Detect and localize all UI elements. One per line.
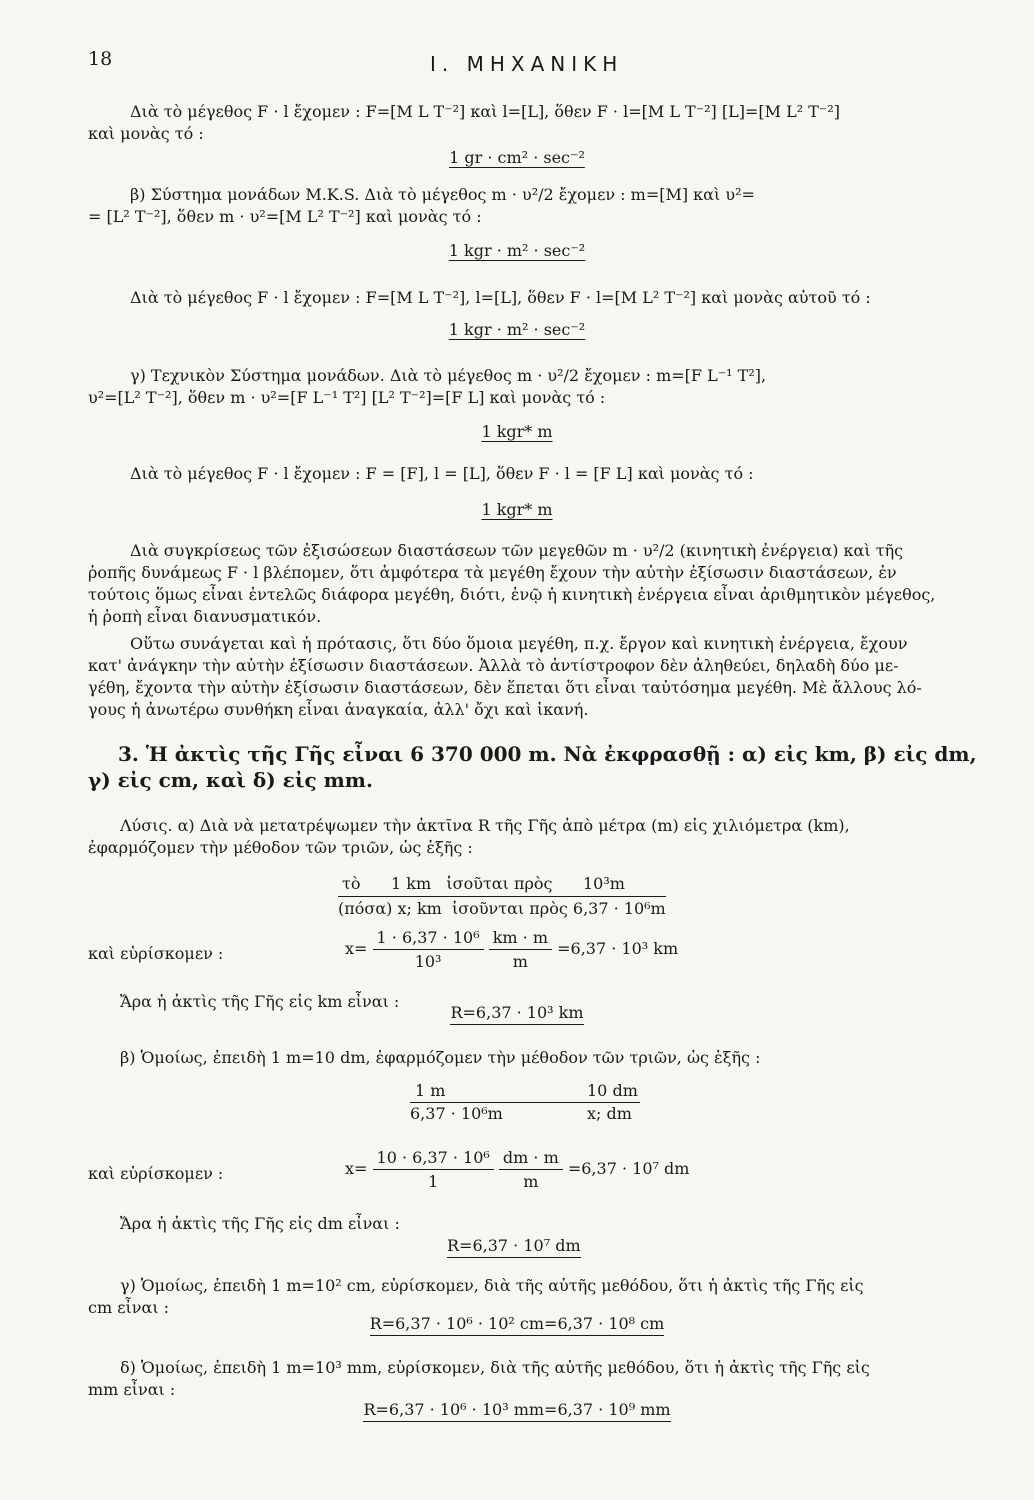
- text-line: τούτοις ὅμως εἶναι ἐντελῶς διάφορα μεγέθη, διότι, ἐνῷ ἡ κινητικὴ ἐνέργεια εἶναι ἀριθμητικὸν μέγεθος,: [88, 585, 936, 604]
- denominator: m: [523, 1172, 539, 1191]
- running-head: I. ΜΗΧΑΝΙΚΗ: [430, 52, 624, 76]
- equation-result: =6,37 · 10³ km: [557, 939, 679, 958]
- text-line: Διὰ τὸ μέγεθος F · l ἔχομεν : F=[M L T⁻²], l=[L], ὅθεν F · l=[M L² T⁻²] καὶ μονὰς αὐτοῦ τό :: [130, 288, 871, 307]
- proportion-row: (πόσα) x; km ἰσοῦνται πρὸς 6,37 · 10⁶m: [338, 896, 666, 918]
- equation: [345, 928, 678, 971]
- text-line: ῥοπῆς δυνάμεως F · l βλέπομεν, ὅτι ἀμφότερα τὰ μεγέθη ἔχουν τὴν αὐτὴν ἐξίσωσιν διαστάσεων, ἐν: [88, 563, 897, 582]
- unit-expression: 1 kgr · m² · sec⁻²: [448, 241, 586, 260]
- result: [447, 1236, 581, 1255]
- unit-fraction: [499, 1148, 563, 1191]
- solution-line: cm εἶναι :: [88, 1298, 170, 1317]
- result: [0, 1003, 1034, 1022]
- text-line: Διὰ συγκρίσεως τῶν ἐξισώσεων διαστάσεων τῶν μεγεθῶν m · υ²/2 (κινητικὴ ἐνέργεια) καὶ τῆς: [130, 541, 904, 560]
- problem-heading: 3. Ἡ ἀκτὶς τῆς Γῆς εἶναι 6 370 000 m. Νὰ ἐκφρασθῇ : α) εἰς km, β) εἰς dm,: [118, 742, 977, 766]
- numerator: 1 · 6,37 · 10⁶: [373, 928, 484, 950]
- result: [0, 1400, 1034, 1419]
- denominator: 1: [428, 1172, 439, 1191]
- text-line: γ) Τεχνικὸν Σύστημα μονάδων. Διὰ τὸ μέγεθος m · υ²/2 ἔχομεν : m=[F L⁻¹ T²],: [130, 366, 767, 385]
- equation-result: =6,37 · 10⁷ dm: [567, 1159, 690, 1178]
- result: [0, 1314, 1034, 1333]
- unit-expression: 1 gr · cm² · sec⁻²: [449, 148, 585, 167]
- proportion-cell: 1 m: [415, 1081, 446, 1100]
- solution-line: δ) Ὁμοίως, ἐπειδὴ 1 m=10³ mm, εὑρίσκομεν, διὰ τῆς αὐτῆς μεθόδου, ὅτι ἡ ἀκτὶς τῆς Γῆς εἰς: [120, 1358, 870, 1377]
- solution-line: καὶ εὑρίσκομεν :: [88, 944, 224, 963]
- result-value: R=6,37 · 10⁷ dm: [447, 1236, 581, 1258]
- solution-line: γ) Ὁμοίως, ἐπειδὴ 1 m=10² cm, εὑρίσκομεν, διὰ τῆς αὐτῆς μεθόδου, ὅτι ἡ ἀκτὶς τῆς Γῆς εἰς: [120, 1276, 864, 1295]
- text-line: β) Σύστημα μονάδων M.K.S. Διὰ τὸ μέγεθος m · υ²/2 ἔχομεν : m=[M] καὶ υ²=: [130, 185, 755, 204]
- equation: [345, 1148, 689, 1191]
- result-value: R=6,37 · 10³ km: [450, 1003, 583, 1025]
- text-line: υ²=[L² T⁻²], ὅθεν m · υ²=[F L⁻¹ T²] [L² T⁻²]=[F L] καὶ μονὰς τό :: [88, 388, 606, 407]
- problem-heading: γ) εἰς cm, καὶ δ) εἰς mm.: [88, 768, 373, 792]
- result-value: R=6,37 · 10⁶ · 10² cm=6,37 · 10⁸ cm: [370, 1314, 665, 1336]
- numerator: dm · m: [499, 1148, 563, 1170]
- unit-expression: 1 kgr* m: [481, 422, 553, 441]
- text-line: κατ' ἀνάγκην τὴν αὐτὴν ἐξίσωσιν διαστάσεων. Ἀλλὰ τὸ ἀντίστροφον δὲν ἀληθεύει, δηλαδὴ δύο με-: [88, 656, 899, 675]
- solution-line: Ἄρα ἡ ἀκτὶς τῆς Γῆς εἰς dm εἶναι :: [120, 1214, 400, 1233]
- text-line: γέθη, ἔχοντα τὴν αὐτὴν ἐξίσωσιν διαστάσεων, δὲν ἕπεται ὅτι εἶναι ταὐτόσημα μεγέθη. Μὲ ἄλλους λό-: [88, 678, 922, 697]
- text-line: Διὰ τὸ μέγεθος F · l ἔχομεν : F = [F], l = [L], ὅθεν F · l = [F L] καὶ μονὰς τό :: [130, 464, 754, 483]
- text-line: Οὕτω συνάγεται καὶ ἡ πρότασις, ὅτι δύο ὅμοια μεγέθη, π.χ. ἔργον καὶ κινητικὴ ἐνέργεια, ἔχουν: [130, 634, 908, 653]
- denominator: 10³: [414, 952, 442, 971]
- solution-line: ἐφαρμόζομεν τὴν μέθοδον τῶν τριῶν, ὡς ἑξῆς :: [88, 838, 473, 857]
- denominator: m: [512, 952, 528, 971]
- text-line: ἡ ῥοπὴ εἶναι διανυσματικόν.: [88, 607, 322, 626]
- numerator: km · m: [489, 928, 552, 950]
- text-line: = [L² T⁻²], ὅθεν m · υ²=[M L² T⁻²] καὶ μονὰς τό :: [88, 207, 482, 226]
- numerator: 10 · 6,37 · 10⁶: [373, 1148, 494, 1170]
- proportion-rule: [410, 1102, 640, 1103]
- proportion-cell: 10 dm: [587, 1081, 638, 1100]
- proportion-cell: 6,37 · 10⁶m: [410, 1104, 503, 1123]
- solution-line: β) Ὁμοίως, ἐπειδὴ 1 m=10 dm, ἐφαρμόζομεν τὴν μέθοδον τῶν τριῶν, ὡς ἑξῆς :: [120, 1048, 761, 1067]
- fraction: [373, 928, 484, 971]
- equation-lhs: x=: [345, 1159, 368, 1178]
- text-line: γους ἡ ἀνωτέρω συνθήκη εἶναι ἀναγκαία, ἀλλ' ὄχι καὶ ἱκανή.: [88, 700, 589, 719]
- text-line: Διὰ τὸ μέγεθος F · l ἔχομεν : F=[M L T⁻²] καὶ l=[L], ὅθεν F · l=[M L T⁻²] [L]=[M L² T⁻²]: [130, 102, 841, 121]
- solution-line: Λύσις. α) Διὰ νὰ μετατρέψωμεν τὴν ἀκτῖνα R τῆς Γῆς ἀπὸ μέτρα (m) εἰς χιλιόμετρα (km),: [120, 816, 850, 835]
- equation-lhs: x=: [345, 939, 368, 958]
- solution-line: καὶ εὑρίσκομεν :: [88, 1164, 224, 1183]
- unit-expression: 1 kgr · m² · sec⁻²: [448, 320, 586, 339]
- fraction: [373, 1148, 494, 1191]
- solution-line: mm εἶναι :: [88, 1380, 176, 1399]
- proportion-cell: x; dm: [587, 1104, 632, 1123]
- unit-fraction: [489, 928, 552, 971]
- unit-expression: 1 kgr* m: [481, 500, 553, 519]
- solution-line: Ἄρα ἡ ἀκτὶς τῆς Γῆς εἰς km εἶναι :: [120, 992, 400, 1011]
- result-value: R=6,37 · 10⁶ · 10³ mm=6,37 · 10⁹ mm: [363, 1400, 670, 1422]
- page-number: 18: [88, 48, 113, 70]
- text-line: καὶ μονὰς τό :: [88, 124, 204, 143]
- proportion-row: τὸ 1 km ἰσοῦται πρὸς 10³m: [342, 874, 625, 893]
